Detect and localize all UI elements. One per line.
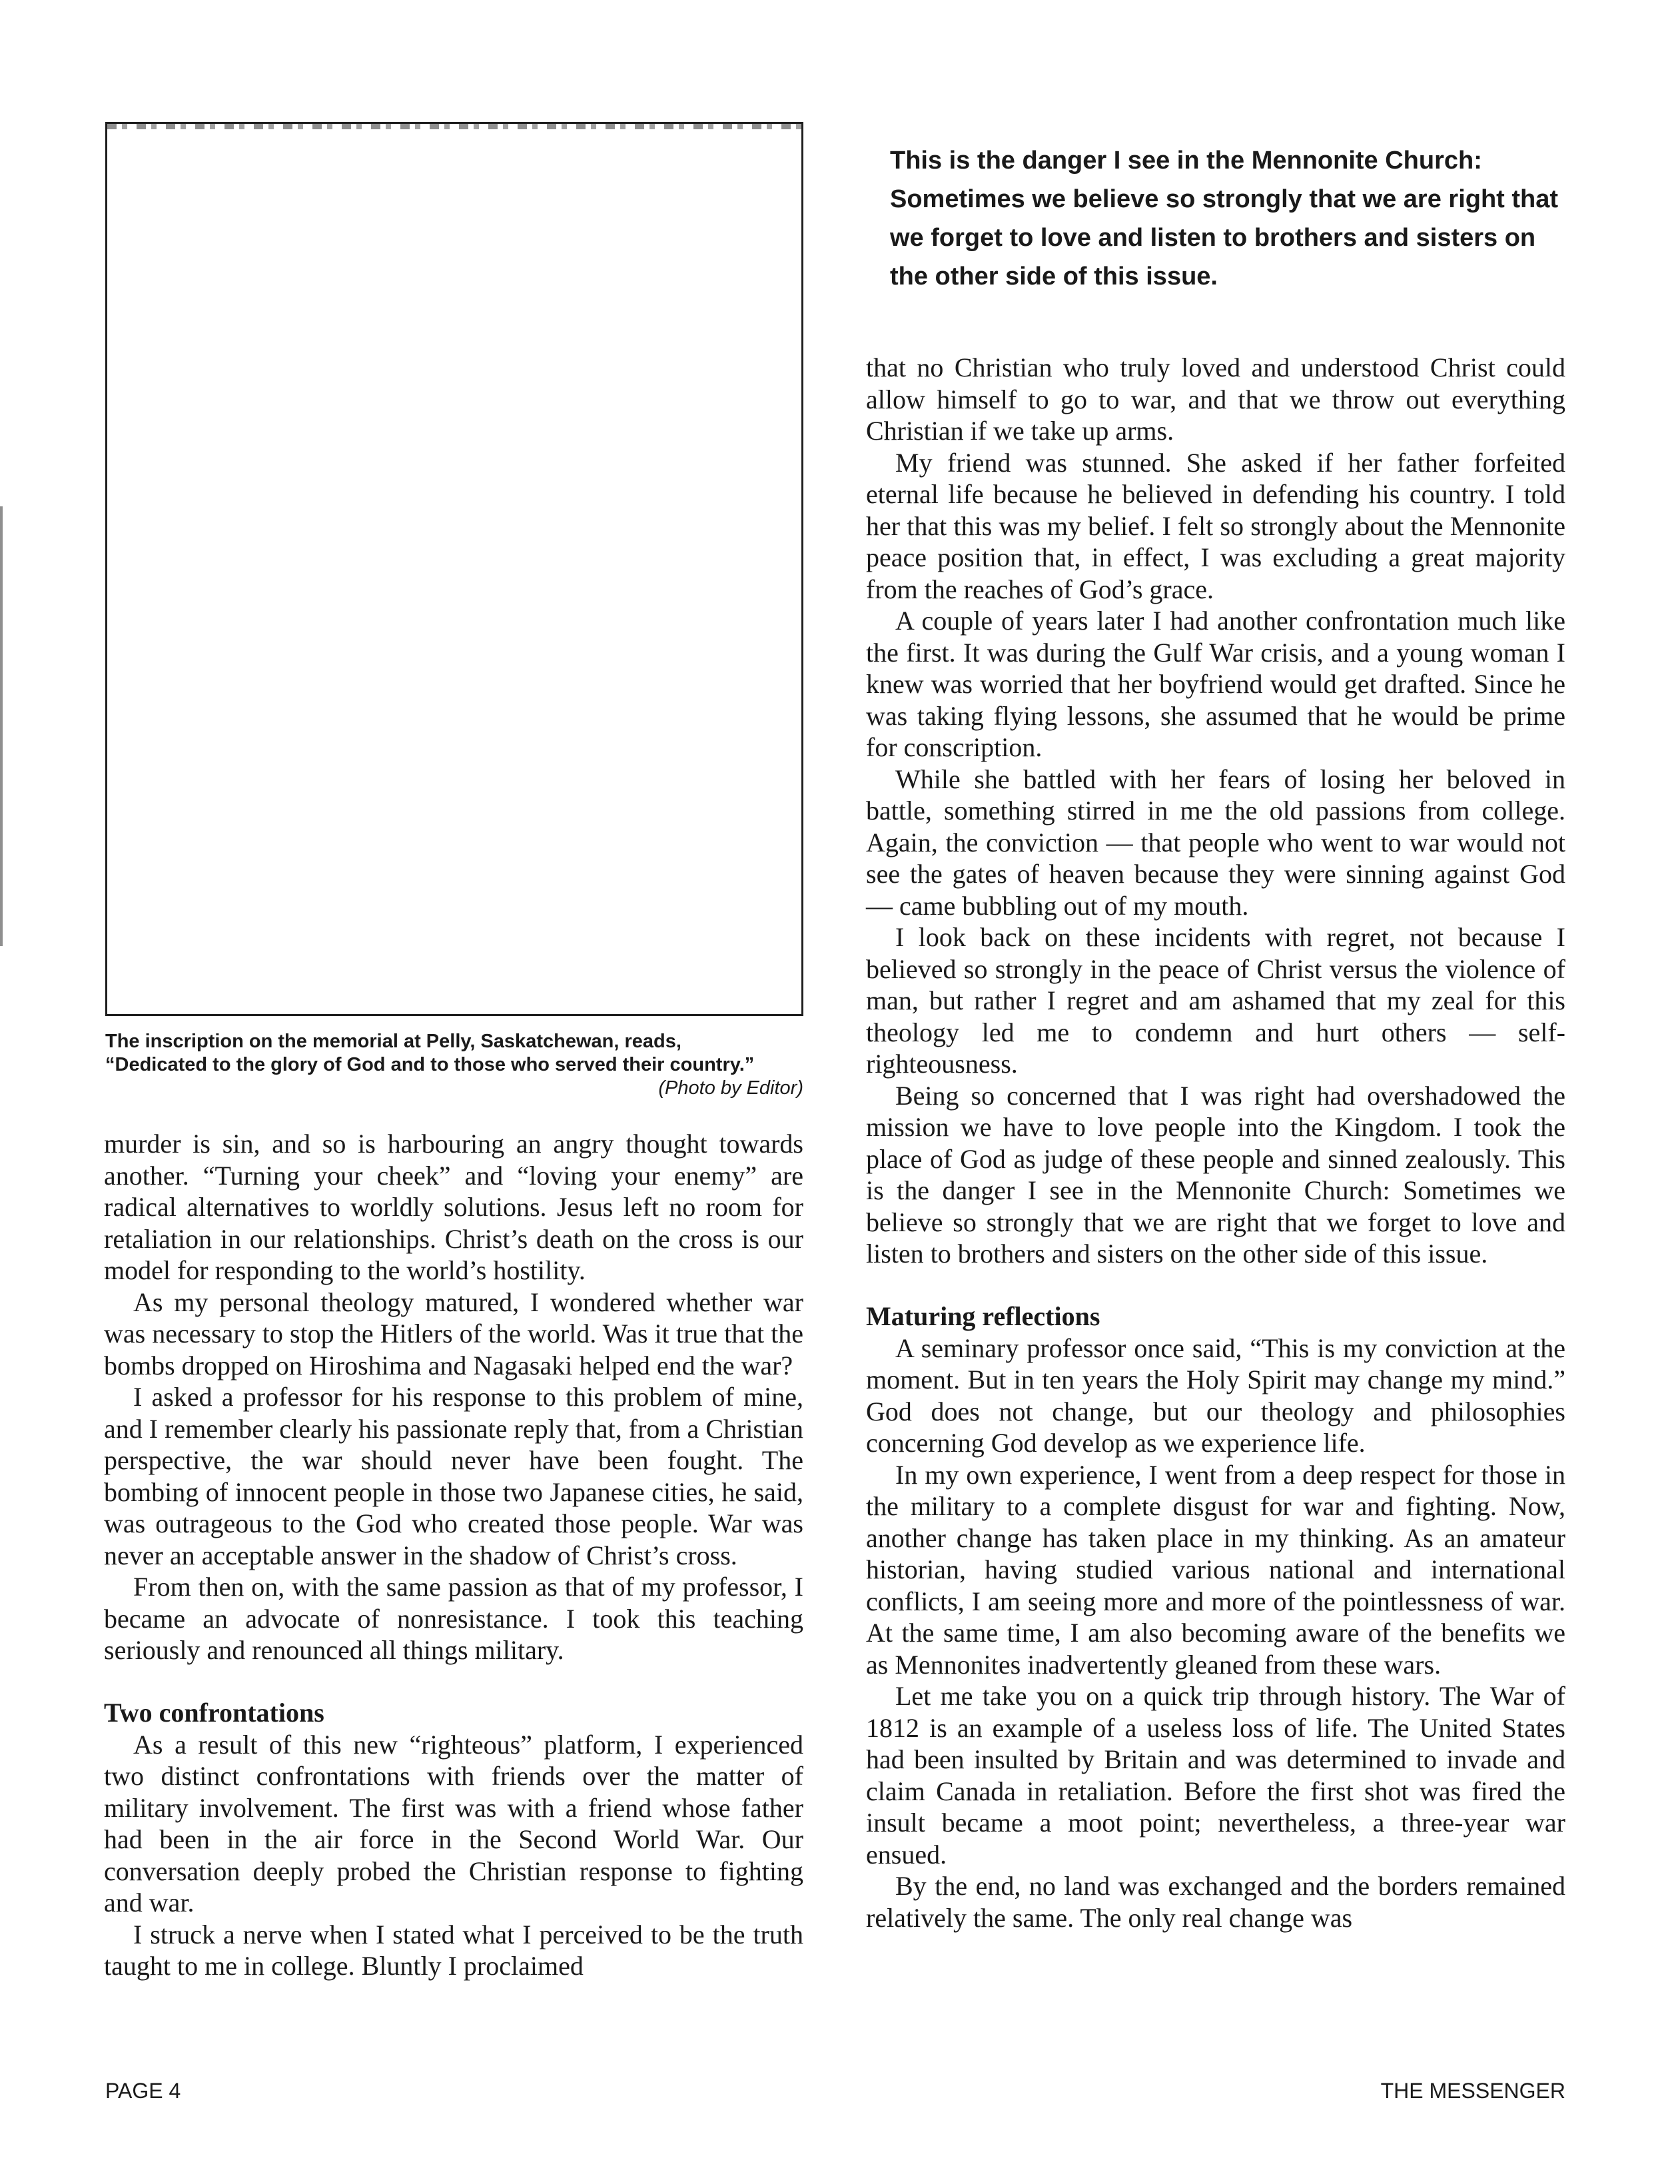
- paragraph: I struck a nerve when I stated what I perceived to be the truth taught to me in college. Bluntly I proclaimed: [104, 1919, 803, 1981]
- paragraph: I asked a professor for his response to this problem of mine, and I remember clearly his passionate reply that, from a Christian perspective, the war should never have been fought. The bombing of innocent people in those two Japanese cities, he said, was outrageous to the God who created those people. War was never an acceptable answer in the shadow of Christ’s cross.: [104, 1382, 803, 1570]
- right-column: [866, 352, 1565, 1933]
- paragraph: Being so concerned that I was right had overshadowed the mission we have to love people into the Kingdom. I took the place of God as judge of these people and sinned zealously. This is the danger I see in the Mennonite Church: Sometimes we believe so strongly that we are right that we forget to love and listen to brothers and sisters on the other side of this issue.: [866, 1080, 1565, 1269]
- photo-top-edge: [107, 124, 801, 129]
- section-gap: [104, 1666, 803, 1697]
- memorial-photo: [105, 122, 803, 1016]
- page-number: PAGE 4: [105, 2079, 181, 2103]
- paragraph: murder is sin, and so is harbouring an angry thought towards another. “Turning your cheek” and “loving your enemy” are radical alternatives to worldly solutions. Jesus left no room for retaliation in our relationships. Christ’s death on the cross is our model for responding to the world’s hostility.: [104, 1129, 803, 1285]
- paragraph: I look back on these incidents with regret, not because I believed so strongly in the peace of Christ versus the violence of man, but rather I regret and am ashamed that my zeal for this theology led me to condemn and hurt others — self-righteousness.: [866, 922, 1565, 1079]
- paragraph: Let me take you on a quick trip through history. The War of 1812 is an example of a useless loss of life. The United States had been insulted by Britain and was determined to invade and claim Canada in retaliation. Before the first shot was fired the insult became a moot point; nevertheless, a three-year war ensued.: [866, 1681, 1565, 1870]
- paragraph: A seminary professor once said, “This is my conviction at the moment. But in ten years the Holy Spirit may change my mind.” God does not change, but our theology and philosophies concerning God develop as we experience life.: [866, 1333, 1565, 1458]
- left-column: [104, 1128, 803, 1982]
- section-heading: Maturing reflections: [866, 1301, 1100, 1331]
- paragraph: that no Christian who truly loved and understood Christ could allow himself to go to war, and that we throw out everything Christian if we take up arms.: [866, 352, 1565, 446]
- photo-credit: (Photo by Editor): [658, 1077, 803, 1099]
- scan-edge-mark: [0, 506, 3, 946]
- paragraph: While she battled with her fears of losing her beloved in battle, something stirred in me the old passions from college. Again, the conviction — that people who went to war would not see the gates of heaven because they were sinning against God — came bubbling out of my mouth.: [866, 764, 1565, 921]
- paragraph: By the end, no land was exchanged and the borders remained relatively the same. The only real change was: [866, 1871, 1565, 1933]
- pull-quote: This is the danger I see in the Mennonite Church: Sometimes we believe so strongly that we are right that we forget to love and listen to brothers and sisters on the other side of this issue.: [890, 147, 1559, 290]
- paragraph: From then on, with the same passion as that of my professor, I became an advocate of nonresistance. I took this teaching seriously and renounced all things military.: [104, 1572, 803, 1665]
- section-gap: [866, 1270, 1565, 1301]
- paragraph: My friend was stunned. She asked if her father forfeited eternal life because he believed in defending his country. I told her that this was my belief. I felt so strongly about the Mennonite peace position that, in effect, I was excluding a great majority from the reaches of God’s grace.: [866, 447, 1565, 604]
- caption-line-2: “Dedicated to the glory of God and to those who served their country.”: [105, 1054, 755, 1075]
- publication-name: THE MESSENGER: [1380, 2079, 1565, 2103]
- paragraph: A couple of years later I had another confrontation much like the first. It was during the Gulf War crisis, and a young woman I knew was worried that her boyfriend would get drafted. Since he was taking flying lessons, she assumed that he would be prime for conscription.: [866, 606, 1565, 762]
- paragraph: In my own experience, I went from a deep respect for those in the military to a complete disgust for war and fighting. Now, another change has taken place in my thinking. As an amateur historian, having studied various national and international conflicts, I am seeing more and more of the pointlessness of war. At the same time, I am also becoming aware of the benefits we as Mennonites inadvertently gleaned from these wars.: [866, 1459, 1565, 1680]
- paragraph: As my personal theology matured, I wondered whether war was necessary to stop the Hitlers of the world. Was it true that the bombs dropped on Hiroshima and Nagasaki helped end the war?: [104, 1287, 803, 1380]
- photo-caption: [105, 1030, 803, 1100]
- paragraph: As a result of this new “righteous” platform, I experienced two distinct confrontations with friends over the matter of military involvement. The first was with a friend whose father had been in the air force in the Second World War. Our conversation deeply probed the Christian response to fighting and war.: [104, 1729, 803, 1917]
- section-heading: Two confrontations: [104, 1697, 324, 1728]
- caption-line-1: The inscription on the memorial at Pelly, Saskatchewan, reads,: [105, 1031, 681, 1052]
